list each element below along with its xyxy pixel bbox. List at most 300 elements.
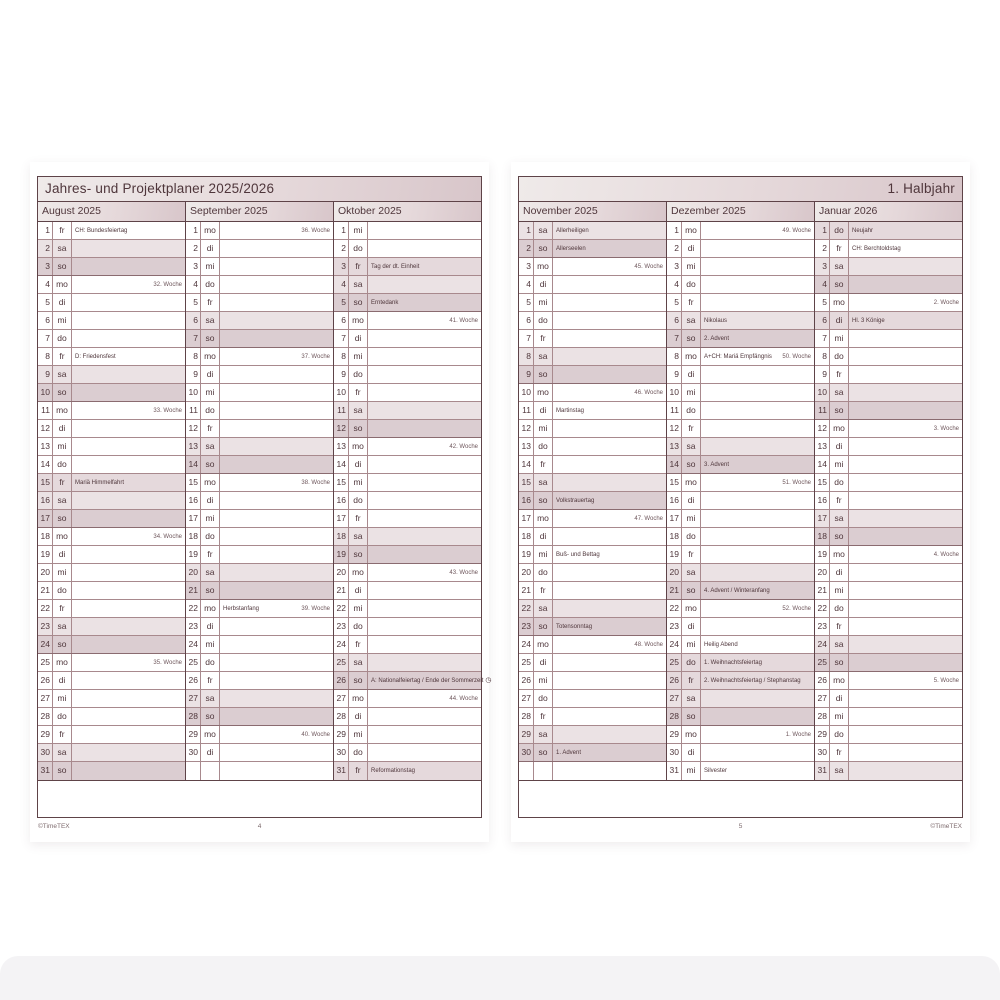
day-number: 16 bbox=[815, 492, 830, 509]
day-number: 17 bbox=[186, 510, 201, 527]
day-number: 18 bbox=[186, 528, 201, 545]
day-row bbox=[38, 672, 185, 690]
weekday-label: fr bbox=[830, 618, 849, 635]
day-row bbox=[667, 402, 814, 420]
day-note-cell bbox=[849, 636, 962, 653]
day-note-cell bbox=[368, 510, 481, 527]
day-number: 5 bbox=[334, 294, 349, 311]
day-number: 18 bbox=[519, 528, 534, 545]
day-number: 23 bbox=[667, 618, 682, 635]
day-number: 11 bbox=[38, 402, 53, 419]
day-number: 17 bbox=[38, 510, 53, 527]
day-note-cell bbox=[553, 546, 666, 563]
weekday-label: mo bbox=[682, 726, 701, 743]
day-number: 25 bbox=[38, 654, 53, 671]
day-number: 14 bbox=[667, 456, 682, 473]
day-number: 22 bbox=[815, 600, 830, 617]
day-number: 4 bbox=[519, 276, 534, 293]
day-row bbox=[186, 402, 333, 420]
weekday-label: sa bbox=[53, 492, 72, 509]
day-number: 25 bbox=[519, 654, 534, 671]
month-header: September 2025 bbox=[186, 202, 333, 222]
day-row bbox=[815, 636, 962, 654]
day-note-cell bbox=[368, 438, 481, 455]
planner-title: Jahres- und Projektplaner 2025/2026 bbox=[38, 177, 481, 202]
day-number: 27 bbox=[815, 690, 830, 707]
day-note-cell bbox=[72, 384, 185, 401]
weekday-label: di bbox=[201, 744, 220, 761]
weekday-label: mi bbox=[682, 762, 701, 780]
day-row bbox=[334, 402, 481, 420]
weekday-label: sa bbox=[534, 726, 553, 743]
week-number-label: 41. Woche bbox=[449, 317, 478, 324]
day-row bbox=[334, 384, 481, 402]
day-row bbox=[38, 240, 185, 258]
day-number: 8 bbox=[186, 348, 201, 365]
day-row bbox=[519, 636, 666, 654]
weekday-label: mo bbox=[349, 564, 368, 581]
note-left-group bbox=[371, 264, 419, 270]
weekday-label: mo bbox=[534, 258, 553, 275]
day-note-cell bbox=[849, 744, 962, 761]
day-row bbox=[519, 348, 666, 366]
day-row bbox=[519, 510, 666, 528]
day-number: 17 bbox=[334, 510, 349, 527]
weekday-label: mo bbox=[830, 420, 849, 437]
day-number: 2 bbox=[815, 240, 830, 257]
clock-icon: ◷ bbox=[485, 677, 492, 684]
day-row bbox=[38, 222, 185, 240]
day-row bbox=[519, 546, 666, 564]
day-note-cell bbox=[701, 438, 814, 455]
weekday-label: mo bbox=[830, 672, 849, 689]
day-note-cell bbox=[220, 546, 333, 563]
day-number: 8 bbox=[815, 348, 830, 365]
weekday-label: so bbox=[53, 636, 72, 653]
note-left-group bbox=[704, 354, 772, 360]
weekday-label: sa bbox=[830, 510, 849, 527]
day-note-cell bbox=[368, 600, 481, 617]
month-header: Oktober 2025 bbox=[334, 202, 481, 222]
day-note-cell bbox=[72, 510, 185, 527]
weekday-label: di bbox=[830, 564, 849, 581]
day-number: 3 bbox=[334, 258, 349, 275]
day-row bbox=[815, 384, 962, 402]
holiday-label: Nikolaus bbox=[704, 317, 728, 324]
weekday-label: do bbox=[830, 726, 849, 743]
day-number: 31 bbox=[667, 762, 682, 780]
day-number: 27 bbox=[667, 690, 682, 707]
day-row bbox=[334, 564, 481, 582]
day-number: 26 bbox=[334, 672, 349, 689]
day-note-cell bbox=[220, 654, 333, 671]
day-note-cell bbox=[368, 744, 481, 761]
day-number: 30 bbox=[667, 744, 682, 761]
day-note-cell bbox=[553, 564, 666, 581]
holiday-label: Totensonntag bbox=[556, 623, 593, 630]
day-row bbox=[334, 582, 481, 600]
day-number: 26 bbox=[815, 672, 830, 689]
day-note-cell bbox=[849, 456, 962, 473]
holiday-label: A+CH: Mariä Empfängnis bbox=[704, 353, 772, 360]
weekday-label: fr bbox=[534, 582, 553, 599]
weekday-label: mo bbox=[53, 528, 72, 545]
day-number: 27 bbox=[38, 690, 53, 707]
day-note-cell bbox=[553, 294, 666, 311]
day-note-cell bbox=[553, 258, 666, 275]
photo-backdrop-edge bbox=[0, 956, 1000, 1000]
day-row bbox=[519, 618, 666, 636]
day-row bbox=[667, 474, 814, 492]
day-row bbox=[519, 672, 666, 690]
day-number: 15 bbox=[334, 474, 349, 491]
day-number: 21 bbox=[519, 582, 534, 599]
day-number: 1 bbox=[667, 222, 682, 239]
day-row bbox=[519, 402, 666, 420]
day-number: 29 bbox=[38, 726, 53, 743]
day-number: 25 bbox=[334, 654, 349, 671]
day-row bbox=[519, 330, 666, 348]
day-number: 28 bbox=[334, 708, 349, 725]
day-note-cell bbox=[220, 762, 333, 780]
day-number: 9 bbox=[186, 366, 201, 383]
day-note-cell bbox=[368, 384, 481, 401]
day-row bbox=[815, 474, 962, 492]
day-number: 30 bbox=[815, 744, 830, 761]
week-number-label: 4. Woche bbox=[933, 551, 959, 558]
day-row bbox=[667, 726, 814, 744]
month-column-januar bbox=[814, 202, 962, 780]
day-note-cell bbox=[553, 618, 666, 635]
weekday-label: mi bbox=[201, 510, 220, 527]
day-number: 3 bbox=[667, 258, 682, 275]
day-number: 12 bbox=[815, 420, 830, 437]
day-row bbox=[334, 510, 481, 528]
day-note-cell bbox=[849, 348, 962, 365]
weekday-label: mi bbox=[53, 690, 72, 707]
weekday-label: fr bbox=[534, 456, 553, 473]
day-row bbox=[186, 384, 333, 402]
month-rows bbox=[38, 222, 185, 780]
day-row bbox=[667, 564, 814, 582]
day-row bbox=[519, 708, 666, 726]
page-left bbox=[30, 162, 492, 842]
day-row bbox=[334, 636, 481, 654]
day-row bbox=[815, 222, 962, 240]
day-number: 6 bbox=[38, 312, 53, 329]
day-row bbox=[334, 726, 481, 744]
weekday-label: mi bbox=[534, 672, 553, 689]
day-note-cell bbox=[553, 744, 666, 761]
day-number: 29 bbox=[815, 726, 830, 743]
day-number: 20 bbox=[815, 564, 830, 581]
month-column-dezember bbox=[666, 202, 814, 780]
day-row bbox=[186, 564, 333, 582]
note-left-group bbox=[852, 228, 873, 234]
day-note-cell bbox=[220, 708, 333, 725]
day-number: 24 bbox=[334, 636, 349, 653]
holiday-label: Herbstanfang bbox=[223, 605, 260, 612]
day-row bbox=[815, 438, 962, 456]
page-number: 4 bbox=[257, 823, 262, 830]
day-note-cell bbox=[849, 366, 962, 383]
day-number: 16 bbox=[667, 492, 682, 509]
day-row bbox=[519, 654, 666, 672]
weekday-label: di bbox=[534, 402, 553, 419]
day-note-cell bbox=[368, 474, 481, 491]
day-note-cell bbox=[220, 672, 333, 689]
weekday-label: mo bbox=[534, 636, 553, 653]
month-column-november bbox=[519, 202, 666, 780]
day-number: 28 bbox=[815, 708, 830, 725]
weekday-label: do bbox=[349, 366, 368, 383]
day-note-cell bbox=[220, 312, 333, 329]
day-note-cell bbox=[553, 384, 666, 401]
day-row bbox=[519, 582, 666, 600]
day-number: 29 bbox=[667, 726, 682, 743]
week-number-label: 33. Woche bbox=[153, 407, 182, 414]
day-note-cell bbox=[701, 402, 814, 419]
weekday-label: so bbox=[53, 384, 72, 401]
week-number-label: 32. Woche bbox=[153, 281, 182, 288]
weekday-label: sa bbox=[682, 564, 701, 581]
day-note-cell bbox=[701, 762, 814, 780]
weekday-label: fr bbox=[201, 672, 220, 689]
day-note-cell bbox=[72, 474, 185, 491]
day-note-cell bbox=[701, 492, 814, 509]
day-note-cell bbox=[368, 258, 481, 275]
day-note-cell bbox=[368, 276, 481, 293]
day-number: 25 bbox=[815, 654, 830, 671]
day-number: 16 bbox=[186, 492, 201, 509]
day-note-cell bbox=[220, 456, 333, 473]
weekday-label: fr bbox=[53, 600, 72, 617]
day-row bbox=[519, 492, 666, 510]
weekday-label: so bbox=[201, 708, 220, 725]
day-number: 2 bbox=[667, 240, 682, 257]
day-row bbox=[815, 618, 962, 636]
day-number: 10 bbox=[334, 384, 349, 401]
day-row bbox=[38, 276, 185, 294]
day-note-cell bbox=[849, 402, 962, 419]
day-number: 3 bbox=[186, 258, 201, 275]
day-row bbox=[334, 294, 481, 312]
day-note-cell bbox=[220, 348, 333, 365]
day-note-cell bbox=[72, 564, 185, 581]
day-number: 22 bbox=[667, 600, 682, 617]
day-note-cell bbox=[701, 294, 814, 311]
note-left-group bbox=[704, 660, 762, 666]
note-left-group bbox=[704, 678, 801, 684]
day-note-cell bbox=[553, 636, 666, 653]
day-row bbox=[38, 420, 185, 438]
weekday-label: do bbox=[201, 276, 220, 293]
holiday-label: 2. Advent bbox=[704, 335, 730, 342]
day-number: 29 bbox=[519, 726, 534, 743]
day-row bbox=[815, 330, 962, 348]
day-number: 2 bbox=[38, 240, 53, 257]
day-number: 3 bbox=[519, 258, 534, 275]
day-note-cell bbox=[368, 330, 481, 347]
weekday-label: di bbox=[349, 708, 368, 725]
weekday-label: do bbox=[682, 276, 701, 293]
day-number: 10 bbox=[667, 384, 682, 401]
day-row bbox=[38, 546, 185, 564]
weekday-label: fr bbox=[682, 672, 701, 689]
day-note-cell bbox=[72, 420, 185, 437]
holiday-label: Neujahr bbox=[852, 227, 874, 234]
weekday-label: do bbox=[830, 222, 849, 239]
day-note-cell bbox=[849, 546, 962, 563]
weekday-label: sa bbox=[830, 636, 849, 653]
day-number: 15 bbox=[815, 474, 830, 491]
weekday-label: fr bbox=[682, 294, 701, 311]
week-number-label: 45. Woche bbox=[634, 263, 663, 270]
day-note-cell bbox=[220, 294, 333, 311]
weekday-label: di bbox=[534, 654, 553, 671]
note-left-group bbox=[556, 498, 594, 504]
day-note-cell bbox=[701, 510, 814, 527]
weekday-label: mo bbox=[201, 348, 220, 365]
day-note-cell bbox=[553, 420, 666, 437]
day-number: 17 bbox=[667, 510, 682, 527]
weekday-label: mi bbox=[830, 456, 849, 473]
day-row bbox=[667, 708, 814, 726]
weekday-label: di bbox=[201, 366, 220, 383]
day-number: 21 bbox=[334, 582, 349, 599]
day-note-cell bbox=[72, 330, 185, 347]
day-number: 4 bbox=[334, 276, 349, 293]
day-note-cell bbox=[553, 438, 666, 455]
day-row bbox=[334, 528, 481, 546]
day-number: 5 bbox=[667, 294, 682, 311]
day-number: 8 bbox=[667, 348, 682, 365]
weekday-label: so bbox=[349, 294, 368, 311]
weekday-label: do bbox=[682, 402, 701, 419]
note-left-group bbox=[704, 318, 727, 324]
day-row bbox=[815, 312, 962, 330]
day-number: 5 bbox=[519, 294, 534, 311]
weekday-label: so bbox=[201, 582, 220, 599]
copyright-label: ©TimeTEX bbox=[930, 823, 962, 830]
day-row bbox=[38, 312, 185, 330]
weekday-label: do bbox=[201, 654, 220, 671]
day-number: 3 bbox=[38, 258, 53, 275]
day-row bbox=[38, 258, 185, 276]
day-note-cell bbox=[220, 240, 333, 257]
day-row bbox=[334, 240, 481, 258]
weekday-label: do bbox=[534, 690, 553, 707]
day-note-cell bbox=[220, 510, 333, 527]
day-number: 30 bbox=[334, 744, 349, 761]
half-year-title: 1. Halbjahr bbox=[519, 177, 962, 202]
day-number: 12 bbox=[667, 420, 682, 437]
week-number-label: 39. Woche bbox=[301, 605, 330, 612]
day-note-cell bbox=[701, 600, 814, 617]
months-right bbox=[519, 202, 962, 780]
day-number: 4 bbox=[815, 276, 830, 293]
day-number: 7 bbox=[519, 330, 534, 347]
day-number: 28 bbox=[667, 708, 682, 725]
day-row bbox=[334, 222, 481, 240]
day-note-cell bbox=[220, 222, 333, 239]
day-row bbox=[186, 744, 333, 762]
page-footer-right bbox=[518, 820, 963, 836]
weekday-label: mi bbox=[349, 600, 368, 617]
weekday-label: do bbox=[53, 330, 72, 347]
day-number: 27 bbox=[186, 690, 201, 707]
month-header: August 2025 bbox=[38, 202, 185, 222]
weekday-label: do bbox=[201, 402, 220, 419]
day-note-cell bbox=[220, 690, 333, 707]
day-row bbox=[815, 402, 962, 420]
note-left-group bbox=[556, 750, 581, 756]
weekday-label: sa bbox=[349, 402, 368, 419]
day-note-cell bbox=[220, 330, 333, 347]
day-row bbox=[667, 222, 814, 240]
day-number: 19 bbox=[667, 546, 682, 563]
day-row bbox=[519, 258, 666, 276]
weekday-label: mi bbox=[682, 384, 701, 401]
weekday-label: mi bbox=[349, 474, 368, 491]
day-row bbox=[38, 528, 185, 546]
weekday-label: fr bbox=[53, 474, 72, 491]
day-note-cell bbox=[553, 348, 666, 365]
weekday-label: sa bbox=[534, 600, 553, 617]
note-left-group bbox=[852, 318, 885, 324]
day-number: 26 bbox=[667, 672, 682, 689]
day-row bbox=[38, 744, 185, 762]
day-number: 4 bbox=[186, 276, 201, 293]
day-number: 11 bbox=[815, 402, 830, 419]
day-row bbox=[186, 312, 333, 330]
day-note-cell bbox=[72, 726, 185, 743]
day-number: 23 bbox=[186, 618, 201, 635]
weekday-label bbox=[201, 762, 220, 780]
weekday-label: so bbox=[830, 528, 849, 545]
day-number: 19 bbox=[815, 546, 830, 563]
weekday-label: so bbox=[830, 402, 849, 419]
day-row bbox=[38, 294, 185, 312]
day-number: 30 bbox=[519, 744, 534, 761]
day-note-cell bbox=[553, 474, 666, 491]
day-number: 14 bbox=[519, 456, 534, 473]
day-row bbox=[667, 510, 814, 528]
day-note-cell bbox=[220, 276, 333, 293]
day-row bbox=[667, 744, 814, 762]
weekday-label: so bbox=[349, 672, 368, 689]
day-number: 9 bbox=[38, 366, 53, 383]
weekday-label: fr bbox=[534, 708, 553, 725]
day-row bbox=[38, 564, 185, 582]
day-row bbox=[38, 582, 185, 600]
day-row bbox=[334, 654, 481, 672]
day-number: 1 bbox=[815, 222, 830, 239]
day-note-cell bbox=[701, 546, 814, 563]
day-note-cell bbox=[553, 312, 666, 329]
day-note-cell bbox=[368, 456, 481, 473]
day-note-cell bbox=[220, 636, 333, 653]
day-note-cell bbox=[72, 762, 185, 780]
weekday-label: sa bbox=[830, 762, 849, 780]
weekday-label: sa bbox=[201, 438, 220, 455]
day-number: 31 bbox=[815, 762, 830, 780]
note-left-group bbox=[556, 408, 584, 414]
day-number: 13 bbox=[186, 438, 201, 455]
weekday-label: sa bbox=[201, 312, 220, 329]
weekday-label: sa bbox=[349, 528, 368, 545]
weekday-label: fr bbox=[830, 240, 849, 257]
